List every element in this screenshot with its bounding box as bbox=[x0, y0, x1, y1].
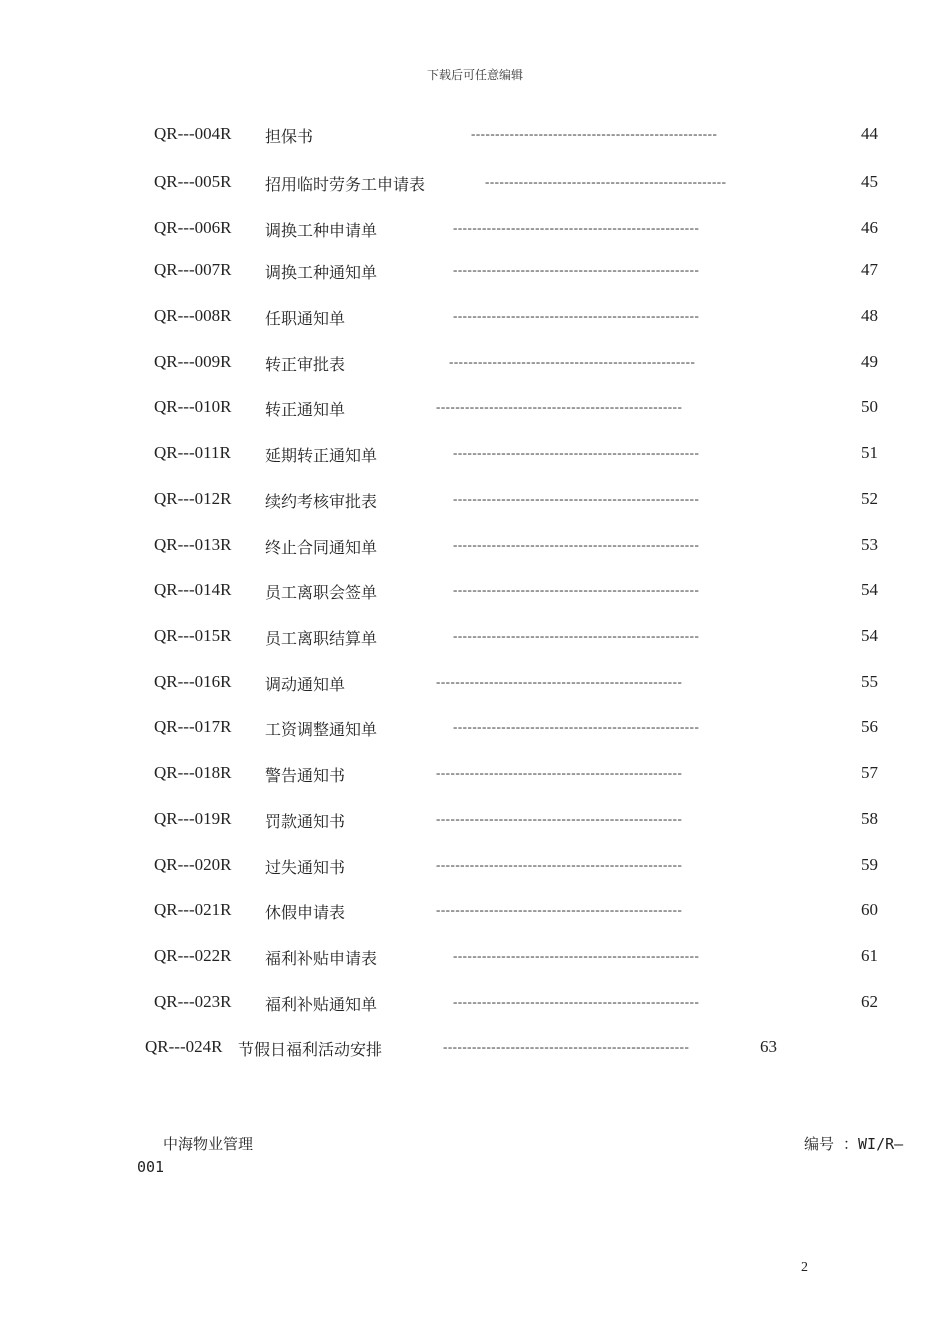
toc-item[interactable] bbox=[0, 855, 950, 879]
toc-code: QR---016R bbox=[154, 672, 232, 691]
toc-code: QR---024R bbox=[145, 1037, 223, 1056]
toc-code: QR---010R bbox=[154, 397, 232, 416]
toc-item[interactable] bbox=[0, 1037, 950, 1061]
toc-dots: -------------------------------------------------- bbox=[485, 174, 727, 189]
toc-item[interactable] bbox=[0, 260, 950, 284]
toc-page: 52 bbox=[861, 489, 878, 508]
toc-page: 45 bbox=[861, 172, 878, 191]
toc-item[interactable] bbox=[0, 763, 950, 787]
toc-title: 罚款通知书 bbox=[265, 812, 346, 831]
toc-item[interactable] bbox=[0, 124, 950, 148]
toc-item[interactable] bbox=[0, 992, 950, 1016]
toc-dots: --------------------------------------------------- bbox=[436, 765, 683, 780]
toc-title: 过失通知书 bbox=[265, 858, 346, 877]
footer-code-label: 编号 ：WI/R— bbox=[804, 1135, 904, 1153]
toc-item[interactable] bbox=[0, 580, 950, 604]
toc-dots: --------------------------------------------------- bbox=[436, 857, 683, 872]
toc-dots: --------------------------------------------------- bbox=[436, 902, 683, 917]
toc-item[interactable] bbox=[0, 626, 950, 650]
toc-title: 福利补贴申请表 bbox=[265, 949, 378, 968]
toc-code: QR---020R bbox=[154, 855, 232, 874]
toc-title: 员工离职结算单 bbox=[265, 629, 378, 648]
toc-title: 担保书 bbox=[265, 127, 314, 146]
toc-dots: --------------------------------------------------- bbox=[436, 674, 683, 689]
toc-title: 续约考核审批表 bbox=[265, 492, 378, 511]
toc-item[interactable] bbox=[0, 489, 950, 513]
toc-item[interactable] bbox=[0, 809, 950, 833]
toc-page: 58 bbox=[861, 809, 878, 828]
toc-page: 62 bbox=[861, 992, 878, 1011]
toc-title: 调换工种申请单 bbox=[265, 221, 378, 240]
toc-page: 44 bbox=[861, 124, 878, 143]
page-number: 2 bbox=[801, 1260, 808, 1275]
toc-title: 调动通知单 bbox=[265, 675, 346, 694]
toc-dots: --------------------------------------------------- bbox=[436, 399, 683, 414]
toc-dots: --------------------------------------------------- bbox=[453, 994, 700, 1009]
toc-dots: --------------------------------------------------- bbox=[453, 220, 700, 235]
toc-page: 59 bbox=[861, 855, 878, 874]
toc-page: 57 bbox=[861, 763, 878, 782]
toc-code: QR---015R bbox=[154, 626, 232, 645]
toc-item[interactable] bbox=[0, 172, 950, 196]
toc-code: QR---019R bbox=[154, 809, 232, 828]
toc-code: QR---022R bbox=[154, 946, 232, 965]
toc-code: QR---007R bbox=[154, 260, 232, 279]
toc-page: 55 bbox=[861, 672, 878, 691]
toc-item[interactable] bbox=[0, 443, 950, 467]
toc-code: QR---012R bbox=[154, 489, 232, 508]
toc-code: QR---013R bbox=[154, 535, 232, 554]
toc-title: 转正审批表 bbox=[265, 355, 346, 374]
toc-title: 招用临时劳务工申请表 bbox=[265, 175, 426, 194]
toc-dots: --------------------------------------------------- bbox=[453, 537, 700, 552]
toc-dots: --------------------------------------------------- bbox=[453, 582, 700, 597]
toc-item[interactable] bbox=[0, 397, 950, 421]
toc-code: QR---005R bbox=[154, 172, 232, 191]
toc-dots: --------------------------------------------------- bbox=[443, 1039, 690, 1054]
toc-title: 休假申请表 bbox=[265, 903, 346, 922]
toc-page: 51 bbox=[861, 443, 878, 462]
toc-title: 任职通知单 bbox=[265, 309, 346, 328]
toc-code: QR---006R bbox=[154, 218, 232, 237]
toc-code: QR---009R bbox=[154, 352, 232, 371]
toc-item[interactable] bbox=[0, 218, 950, 242]
toc-item[interactable] bbox=[0, 352, 950, 376]
toc-page: 48 bbox=[861, 306, 878, 325]
toc-title: 终止合同通知单 bbox=[265, 538, 378, 557]
header-note: 下载后可任意编辑 bbox=[426, 68, 523, 82]
toc-title: 福利补贴通知单 bbox=[265, 995, 378, 1014]
toc-item[interactable] bbox=[0, 717, 950, 741]
toc-page: 54 bbox=[861, 626, 878, 645]
toc-dots: --------------------------------------------------- bbox=[436, 811, 683, 826]
toc-code: QR---017R bbox=[154, 717, 232, 736]
toc-dots: --------------------------------------------------- bbox=[453, 491, 700, 506]
toc-page: 56 bbox=[861, 717, 878, 736]
toc-code: QR---011R bbox=[154, 443, 231, 462]
toc-title: 警告通知书 bbox=[265, 766, 346, 785]
toc-dots: --------------------------------------------------- bbox=[453, 948, 700, 963]
toc-title: 员工离职会签单 bbox=[265, 583, 378, 602]
toc-code: QR---021R bbox=[154, 900, 232, 919]
toc-code: QR---008R bbox=[154, 306, 232, 325]
toc-code: QR---014R bbox=[154, 580, 232, 599]
toc-dots: --------------------------------------------------- bbox=[471, 126, 718, 141]
toc-dots: --------------------------------------------------- bbox=[453, 719, 700, 734]
toc-title: 延期转正通知单 bbox=[265, 446, 378, 465]
toc-page: 60 bbox=[861, 900, 878, 919]
toc-page: 49 bbox=[861, 352, 878, 371]
toc-code: QR---023R bbox=[154, 992, 232, 1011]
toc-page: 46 bbox=[861, 218, 878, 237]
toc-item[interactable] bbox=[0, 900, 950, 924]
toc-page: 54 bbox=[861, 580, 878, 599]
toc-dots: --------------------------------------------------- bbox=[453, 262, 700, 277]
toc-item[interactable] bbox=[0, 306, 950, 330]
toc-dots: --------------------------------------------------- bbox=[453, 308, 700, 323]
toc-page: 63 bbox=[760, 1037, 777, 1056]
toc-item[interactable] bbox=[0, 946, 950, 970]
footer-code-continuation: 001 bbox=[137, 1158, 165, 1176]
toc-code: QR---004R bbox=[154, 124, 232, 143]
toc-page: 47 bbox=[861, 260, 878, 279]
toc-page: 50 bbox=[861, 397, 878, 416]
toc-item[interactable] bbox=[0, 672, 950, 696]
toc-page: 53 bbox=[861, 535, 878, 554]
toc-title: 节假日福利活动安排 bbox=[238, 1040, 383, 1059]
toc-dots: --------------------------------------------------- bbox=[449, 354, 696, 369]
toc-code: QR---018R bbox=[154, 763, 232, 782]
toc-title: 调换工种通知单 bbox=[265, 263, 378, 282]
toc-title: 工资调整通知单 bbox=[265, 720, 378, 739]
toc-item[interactable] bbox=[0, 535, 950, 559]
toc-dots: --------------------------------------------------- bbox=[453, 628, 700, 643]
toc-title: 转正通知单 bbox=[265, 400, 346, 419]
toc-dots: --------------------------------------------------- bbox=[453, 445, 700, 460]
footer-company: 中海物业管理 bbox=[163, 1135, 254, 1153]
toc-page: 61 bbox=[861, 946, 878, 965]
